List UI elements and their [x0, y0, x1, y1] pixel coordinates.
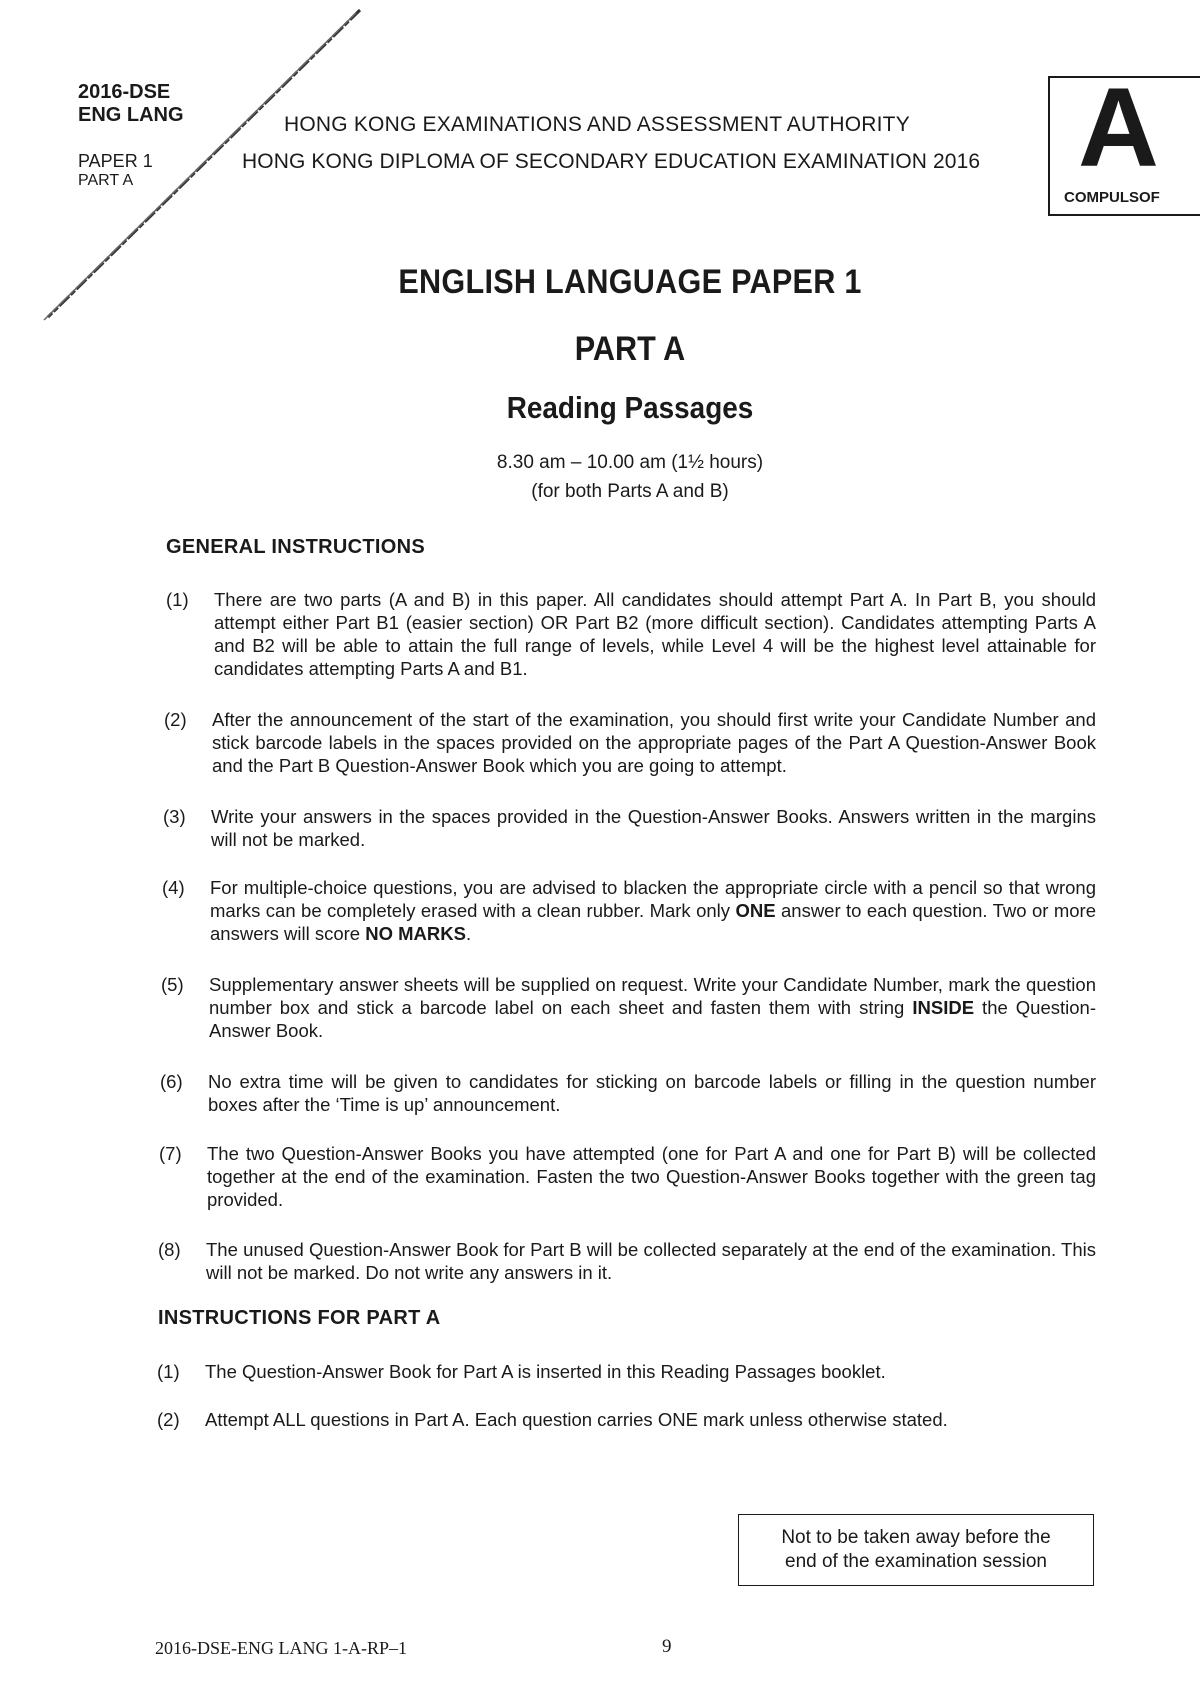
- exam-time-note: (for both Parts A and B): [531, 481, 729, 502]
- notice-box: [738, 1514, 1094, 1586]
- part-a-instructions-heading: INSTRUCTIONS FOR PART A: [158, 1307, 441, 1329]
- compulsory-label: COMPULSOF: [1064, 189, 1160, 206]
- page-number: 9: [662, 1636, 672, 1657]
- compulsory-box: [1048, 76, 1200, 216]
- footer-paper-code: 2016-DSE-ENG LANG 1-A-RP–1: [155, 1638, 407, 1658]
- exam-time: 8.30 am – 10.00 am (1½ hours): [496, 452, 764, 473]
- notice-line-1: Not to be taken away before the: [781, 1527, 1051, 1548]
- authority-name: HONG KONG EXAMINATIONS AND ASSESSMENT AUTHORITY: [284, 113, 910, 136]
- paper-title: ENGLISH LANGUAGE PAPER 1: [398, 263, 862, 301]
- authority-header: [230, 113, 1030, 174]
- compulsory-letter: A: [1078, 76, 1159, 190]
- exam-code-subject: ENG LANG: [78, 104, 184, 126]
- part-title: PART A: [574, 330, 686, 368]
- notice-line-2: end of the examination session: [785, 1551, 1047, 1572]
- exam-code-paper: PAPER 1: [78, 151, 153, 171]
- exam-name: HONG KONG DIPLOMA OF SECONDARY EDUCATION EXAMINATION 2016: [242, 150, 981, 173]
- booklet-title: Reading Passages: [506, 390, 754, 425]
- general-instructions-heading: GENERAL INSTRUCTIONS: [166, 536, 425, 558]
- exam-code-block: [78, 82, 184, 190]
- exam-code-year: 2016-DSE: [78, 81, 171, 103]
- exam-code-part: PART A: [78, 171, 134, 189]
